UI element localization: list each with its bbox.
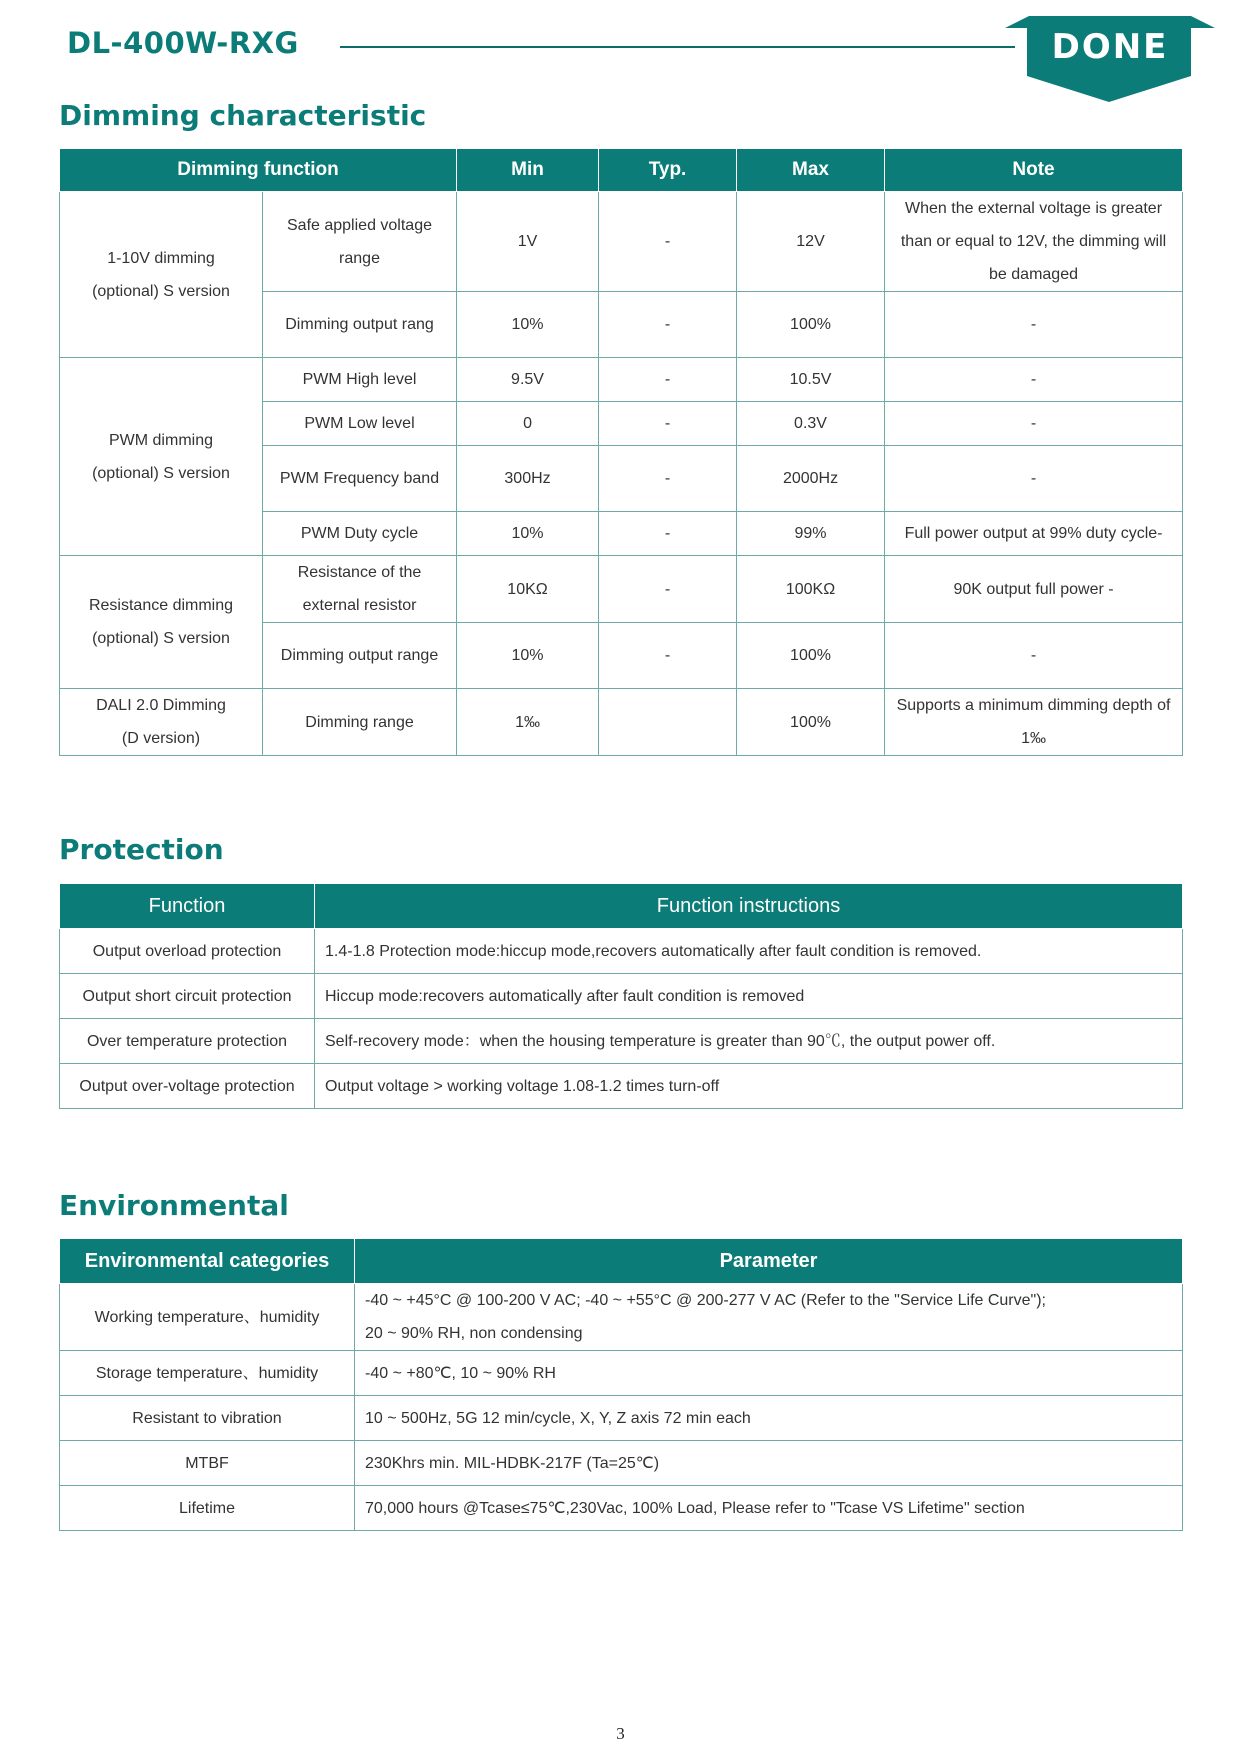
logo-text: DONE [1051,27,1169,67]
note-cell: Full power output at 99% duty cycle- [885,512,1183,556]
table-row [60,929,1183,974]
param-cell: PWM Low level [263,402,457,446]
table-row [60,1351,1183,1396]
header-function: Function [60,884,315,929]
group-cell: DALI 2.0 Dimming (D version) [60,689,263,756]
instruction-cell: Hiccup mode:recovers automatically after fault condition is removed [315,974,1183,1019]
table-row [60,556,1183,623]
min-cell: 9.5V [457,358,599,402]
min-cell: 10KΩ [457,556,599,623]
note-cell: - [885,292,1183,358]
header-max: Max [737,149,885,192]
min-cell: 10% [457,512,599,556]
table-row [60,1284,1183,1351]
model-title: DL-400W-RXG [67,26,299,60]
max-cell: 12V [737,192,885,292]
protection-table [59,883,1183,1109]
category-cell: MTBF [60,1441,355,1486]
table-row [60,1019,1183,1064]
typ-cell: - [599,446,737,512]
max-cell: 100KΩ [737,556,885,623]
section-title-protection: Protection [59,833,224,866]
typ-cell: - [599,556,737,623]
max-cell: 0.3V [737,402,885,446]
category-cell: Storage temperature、humidity [60,1351,355,1396]
typ-cell [599,689,737,756]
table-row [60,974,1183,1019]
table-row [60,1396,1183,1441]
dimming-table [59,148,1183,756]
table-row [60,358,1183,402]
max-cell: 10.5V [737,358,885,402]
max-cell: 100% [737,689,885,756]
min-cell: 300Hz [457,446,599,512]
table-row [60,689,1183,756]
param-cell: PWM Duty cycle [263,512,457,556]
min-cell: 1‰ [457,689,599,756]
header-rule [340,46,1015,48]
param-cell: Dimming output range [263,623,457,689]
page-number: 3 [616,1724,625,1743]
param-cell: Safe applied voltage range [263,192,457,292]
parameter-cell: -40 ~ +45°C @ 100-200 V AC; -40 ~ +55°C @ 200-277 V AC (Refer to the "Service Life Curve"); 20 ~ 90% RH, non condensing [355,1284,1183,1351]
typ-cell: - [599,512,737,556]
group-cell: PWM dimming (optional) S version [60,358,263,556]
table-header-row [60,149,1183,192]
section-title-environmental: Environmental [59,1189,289,1222]
max-cell: 2000Hz [737,446,885,512]
note-cell: - [885,446,1183,512]
param-cell: Resistance of the external resistor [263,556,457,623]
table-row [60,1486,1183,1531]
group-cell: Resistance dimming (optional) S version [60,556,263,689]
param-cell: PWM High level [263,358,457,402]
min-cell: 10% [457,623,599,689]
typ-cell: - [599,623,737,689]
note-cell: - [885,358,1183,402]
header-typ: Typ. [599,149,737,192]
param-cell: Dimming range [263,689,457,756]
max-cell: 100% [737,623,885,689]
parameter-cell: 230Khrs min. MIL-HDBK-217F (Ta=25℃) [355,1441,1183,1486]
max-cell: 100% [737,292,885,358]
function-cell: Output over-voltage protection [60,1064,315,1109]
parameter-cell: -40 ~ +80℃, 10 ~ 90% RH [355,1351,1183,1396]
section-title-dimming: Dimming characteristic [59,99,427,132]
header-function-instructions: Function instructions [315,884,1183,929]
param-cell: Dimming output rang [263,292,457,358]
param-cell: PWM Frequency band [263,446,457,512]
min-cell: 0 [457,402,599,446]
header-parameter: Parameter [355,1239,1183,1284]
header-note: Note [885,149,1183,192]
instruction-cell: Self-recovery mode：when the housing temperature is greater than 90℃, the output power off. [315,1019,1183,1064]
min-cell: 10% [457,292,599,358]
group-cell: 1-10V dimming (optional) S version [60,192,263,358]
typ-cell: - [599,192,737,292]
table-row [60,192,1183,292]
header-min: Min [457,149,599,192]
parameter-cell: 70,000 hours @Tcase≤75℃,230Vac, 100% Load, Please refer to "Tcase VS Lifetime" section [355,1486,1183,1531]
note-cell: - [885,623,1183,689]
instruction-cell: Output voltage > working voltage 1.08-1.2 times turn-off [315,1064,1183,1109]
typ-cell: - [599,358,737,402]
header-dimming-function: Dimming function [60,149,457,192]
table-header-row [60,1239,1183,1284]
max-cell: 99% [737,512,885,556]
table-row [60,1064,1183,1109]
typ-cell: - [599,402,737,446]
note-cell: 90K output full power - [885,556,1183,623]
function-cell: Output short circuit protection [60,974,315,1019]
category-cell: Resistant to vibration [60,1396,355,1441]
function-cell: Output overload protection [60,929,315,974]
table-row [60,1441,1183,1486]
table-header-row [60,884,1183,929]
environmental-table [59,1238,1183,1531]
category-cell: Lifetime [60,1486,355,1531]
parameter-cell: 10 ~ 500Hz, 5G 12 min/cycle, X, Y, Z axis 72 min each [355,1396,1183,1441]
note-cell: When the external voltage is greater than or equal to 12V, the dimming will be damaged [885,192,1183,292]
note-cell: - [885,402,1183,446]
category-cell: Working temperature、humidity [60,1284,355,1351]
min-cell: 1V [457,192,599,292]
function-cell: Over temperature protection [60,1019,315,1064]
note-cell: Supports a minimum dimming depth of 1‰ [885,689,1183,756]
typ-cell: - [599,292,737,358]
instruction-cell: 1.4-1.8 Protection mode:hiccup mode,recovers automatically after fault condition is removed. [315,929,1183,974]
header-environmental-categories: Environmental categories [60,1239,355,1284]
